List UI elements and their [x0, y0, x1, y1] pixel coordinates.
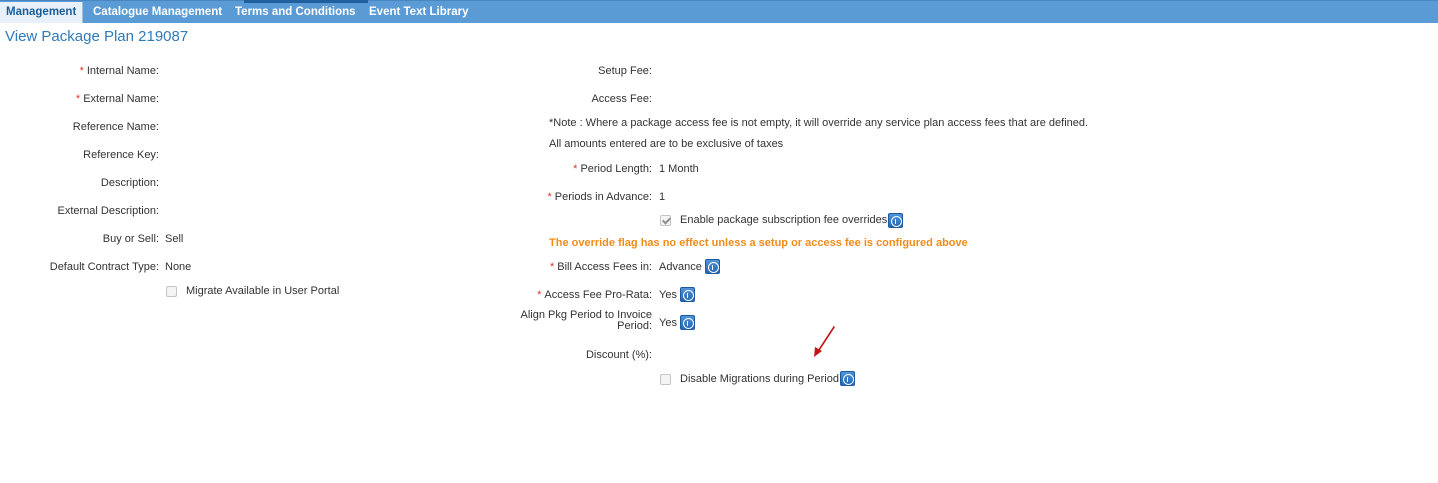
internal-name-label-text: Internal Name: [86, 65, 159, 77]
annotation-arrow-icon [808, 322, 840, 360]
align-pkg-period-label [521, 310, 652, 332]
periods-in-advance-label-text: Periods in Advance: [554, 191, 652, 203]
tab-terms-and-conditions[interactable]: Terms and Conditions [235, 6, 356, 18]
required-marker: * [547, 191, 552, 203]
enable-overrides-info-icon[interactable] [888, 213, 903, 228]
bill-access-fees-label-text: Bill Access Fees in: [557, 261, 652, 273]
migrate-available-label: Migrate Available in User Portal [186, 285, 340, 297]
align-pkg-period-label-line2: Period: [617, 320, 652, 332]
buy-or-sell-label: Buy or Sell: [102, 233, 159, 245]
disable-migrations-info-icon[interactable] [840, 371, 855, 386]
discount-label: Discount (%): [585, 349, 652, 361]
enable-overrides-label: Enable package subscription fee overrides [680, 214, 888, 226]
required-marker: * [79, 65, 84, 77]
bill-access-fees-value: Advance [659, 261, 702, 273]
setup-fee-label: Setup Fee: [598, 65, 652, 77]
description-label: Description: [100, 177, 159, 189]
pro-rata-value: Yes [659, 289, 677, 301]
pro-rata-label-text: Access Fee Pro-Rata: [544, 289, 652, 301]
external-description-label: External Description: [57, 205, 159, 217]
period-length-label [573, 163, 652, 175]
required-marker: * [549, 261, 555, 273]
align-pkg-period-label-line1: Align Pkg Period to Invoice [520, 309, 652, 321]
periods-in-advance-label [547, 191, 652, 203]
reference-name-label: Reference Name: [72, 121, 159, 133]
default-contract-type-label: Default Contract Type: [49, 261, 159, 273]
override-warning: The override flag has no effect unless a setup or access fee is configured above [549, 237, 968, 249]
align-pkg-period-info-icon[interactable] [680, 315, 695, 330]
periods-in-advance-value: 1 [659, 191, 666, 203]
disable-migrations-checkbox[interactable] [660, 374, 671, 385]
tab-catalogue-management[interactable]: Catalogue Management [93, 6, 223, 18]
default-contract-type-value: None [165, 261, 192, 273]
access-fee-label: Access Fee: [591, 93, 652, 105]
tab-management[interactable]: Management [0, 2, 83, 23]
external-name-label-text: External Name: [83, 93, 159, 105]
migrate-available-checkbox[interactable] [166, 286, 177, 297]
disable-migrations-label: Disable Migrations during Period [680, 373, 839, 385]
external-name-label [76, 93, 159, 105]
required-marker: * [573, 163, 578, 175]
access-fee-override-note: *Note : Where a package access fee is not empty, it will override any service plan access fees that are defined. [549, 117, 1089, 129]
internal-name-label [80, 65, 159, 77]
required-marker: * [75, 93, 81, 105]
tax-note: All amounts entered are to be exclusive of taxes [549, 138, 784, 150]
required-marker: * [537, 289, 542, 301]
period-length-label-text: Period Length: [580, 163, 652, 175]
buy-or-sell-value: Sell [165, 233, 184, 245]
tab-event-text-library[interactable]: Event Text Library [369, 6, 469, 18]
align-pkg-period-value: Yes [659, 317, 677, 329]
pro-rata-info-icon[interactable] [680, 287, 695, 302]
page-title: View Package Plan 219087 [5, 28, 189, 45]
enable-overrides-checkbox[interactable] [660, 215, 671, 226]
bill-access-fees-label [550, 261, 652, 273]
pro-rata-label [537, 289, 652, 301]
bill-access-fees-info-icon[interactable] [705, 259, 720, 274]
reference-key-label: Reference Key: [83, 149, 159, 161]
period-length-value: 1 Month [659, 163, 699, 175]
